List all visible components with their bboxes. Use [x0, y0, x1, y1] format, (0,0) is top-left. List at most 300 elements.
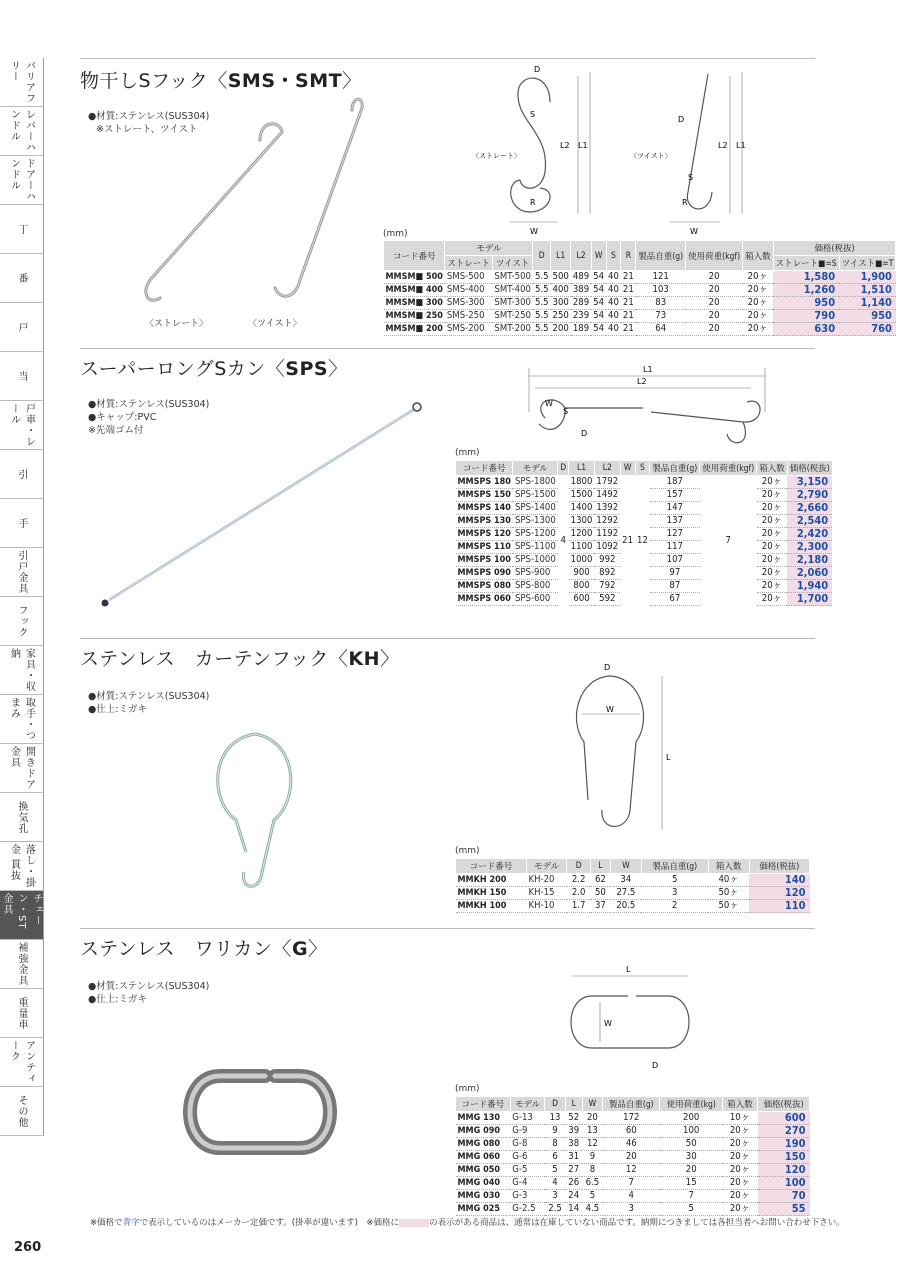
cell-D: 9 — [545, 1125, 565, 1138]
g-th-qty: 箱入数 — [722, 1097, 757, 1112]
cell-L1: 250 — [552, 310, 569, 321]
table-row — [384, 271, 896, 284]
cell-D: 5.5 — [534, 310, 549, 321]
cell-W: 20.5 — [610, 900, 641, 913]
cell-weight: 67 — [650, 593, 700, 606]
cell-W: 20 — [582, 1112, 602, 1125]
cell-model: SPS-1400 — [514, 502, 556, 513]
side-tab[interactable]: ドアーハンドル — [0, 156, 44, 205]
table-row — [384, 284, 896, 297]
sps-th-L2: L2 — [594, 461, 620, 476]
cell-load: 30 — [660, 1151, 723, 1164]
table-row — [384, 297, 896, 310]
cell-qty: 20ヶ — [757, 554, 788, 567]
cell-qty: 20ヶ — [757, 528, 788, 541]
sps-th-S: S — [635, 461, 650, 476]
cell-load: 7 — [660, 1190, 723, 1203]
cell-qty: 20ヶ — [757, 502, 788, 515]
cell-L2: 1192 — [596, 528, 619, 539]
kh-photo — [200, 722, 310, 902]
cell-W: 4.5 — [582, 1203, 602, 1216]
table-row — [456, 900, 810, 913]
sps-unit: (mm) — [455, 448, 480, 458]
g-th-L: L — [565, 1097, 582, 1112]
cell-price: 2,180 — [787, 554, 832, 567]
table-row — [456, 1151, 810, 1164]
cell-weight: 147 — [650, 502, 700, 515]
cell-weight: 103 — [636, 284, 686, 297]
cell-price: 140 — [749, 874, 809, 887]
cell-price-twist: 1,900 — [839, 271, 896, 284]
cell-L2: 1792 — [596, 476, 619, 487]
sps-th-weight: 製品自重(g) — [650, 461, 700, 476]
kh-th-code: コード番号 — [456, 859, 527, 874]
cell-qty: 20ヶ — [722, 1138, 757, 1151]
cell-D: 2.0 — [567, 887, 591, 900]
side-tab[interactable]: 重量車 — [0, 989, 44, 1038]
cell-W: 54 — [593, 297, 605, 308]
cell-L1: 400 — [552, 284, 569, 295]
cell-L2: 992 — [594, 554, 620, 567]
cell-code: MMSM■ 200 — [385, 324, 443, 334]
cell-load-shared: 7 — [725, 534, 731, 546]
kh-spec: ●材質:ステンレス(SUS304) ●仕上:ミガキ — [88, 691, 210, 715]
cell-L1: 200 — [552, 323, 569, 334]
sms-dim-twist-S: S — [688, 173, 694, 182]
cell-code: MMKH 100 — [456, 900, 527, 913]
sms-dim-W: W — [530, 227, 538, 236]
cell-D: 2.2 — [567, 874, 591, 887]
cell-L: 52 — [565, 1112, 582, 1125]
cell-model: KH-15 — [526, 887, 566, 900]
table-row — [456, 476, 833, 489]
g-th-model: モデル — [510, 1097, 545, 1112]
cell-qty: 50ヶ — [708, 887, 749, 900]
cell-code: MMSPS 110 — [457, 542, 511, 552]
cell-code: MMSM■ 400 — [385, 285, 443, 295]
cell-weight: 60 — [603, 1125, 660, 1138]
cell-qty: 20ヶ — [757, 489, 788, 502]
cell-D: 5.5 — [534, 297, 549, 308]
cell-qty: 20ヶ — [757, 593, 788, 606]
cell-qty: 20ヶ — [722, 1125, 757, 1138]
table-row — [456, 1190, 810, 1203]
cell-weight: 12 — [603, 1164, 660, 1177]
sms-dim-twist-label: 〈ツイスト〉 — [630, 152, 672, 160]
cell-price: 2,420 — [787, 528, 832, 541]
cell-qty: 20ヶ — [757, 580, 788, 593]
sms-th-price-s: ストレート■=S — [773, 256, 839, 271]
kh-table — [455, 858, 810, 913]
sps-title: スーパーロングSカン〈SPS〉 — [80, 358, 348, 380]
cell-model: G-4 — [510, 1177, 545, 1190]
side-tab[interactable]: チェーン・ST金具 — [0, 891, 44, 940]
sms-unit: (mm) — [383, 229, 408, 239]
cell-W: 9 — [582, 1151, 602, 1164]
cell-load: 20 — [686, 284, 743, 297]
cell-qty: 20ヶ — [757, 515, 788, 528]
side-tab[interactable]: 換気孔 — [0, 793, 44, 842]
sms-photo-label-straight: 〈ストレート〉 — [145, 319, 209, 329]
side-index — [0, 58, 44, 1136]
cell-qty: 20ヶ — [743, 284, 774, 297]
cell-code: MMSPS 130 — [457, 516, 511, 526]
cell-weight: 5 — [641, 874, 708, 887]
cell-price: 2,540 — [787, 515, 832, 528]
cell-L1: 1500 — [570, 489, 593, 500]
cell-code: MMKH 200 — [456, 874, 527, 887]
g-th-code: コード番号 — [456, 1097, 511, 1112]
cell-qty: 20ヶ — [722, 1177, 757, 1190]
sps-th-L1: L1 — [569, 461, 595, 476]
cell-L2: 189 — [572, 323, 590, 334]
cell-W: 6.5 — [582, 1177, 602, 1190]
cell-code: MMSPS 150 — [457, 490, 511, 500]
g-dim-W: W — [604, 1019, 612, 1028]
section-divider — [80, 348, 815, 349]
cell-L2: 592 — [594, 593, 620, 606]
cell-D: 4 — [545, 1177, 565, 1190]
cell-weight: 7 — [603, 1177, 660, 1190]
kh-unit: (mm) — [455, 846, 480, 856]
cell-code: MMSPS 100 — [457, 555, 511, 565]
side-tab[interactable]: 戸車・レール — [0, 401, 44, 450]
cell-code: MMG 025 — [456, 1203, 511, 1216]
cell-D-shared: 4 — [560, 534, 566, 546]
cell-D: 5.5 — [534, 323, 549, 334]
cell-L1: 600 — [569, 593, 595, 606]
side-tab[interactable]: アンティーク — [0, 1038, 44, 1087]
cell-weight: 3 — [641, 887, 708, 900]
cell-price: 1,940 — [787, 580, 832, 593]
cell-code: MMG 090 — [456, 1125, 511, 1138]
kh-dim-L: L — [666, 753, 671, 762]
cell-R: 21 — [622, 297, 634, 308]
cell-weight: 97 — [650, 567, 700, 580]
cell-code: MMSPS 140 — [457, 503, 511, 513]
sps-th-W: W — [620, 461, 635, 476]
cell-S-shared: 12 — [637, 534, 648, 546]
cell-L1: 900 — [569, 567, 595, 580]
cell-L2: 1092 — [596, 541, 619, 552]
cell-L: 37 — [590, 900, 610, 913]
side-tab[interactable]: 当 — [0, 352, 44, 401]
cell-model: SPS-1800 — [514, 476, 556, 487]
cell-price-straight: 790 — [773, 310, 839, 323]
cell-load: 20 — [686, 323, 743, 336]
cell-model-straight: SMS-300 — [445, 297, 493, 310]
sms-dim-straight-label: 〈ストレート〉 — [472, 152, 521, 160]
cell-W: 12 — [582, 1138, 602, 1151]
cell-model: SPS-1000 — [514, 554, 556, 565]
cell-model: KH-10 — [526, 900, 566, 913]
cell-W: 54 — [593, 310, 605, 321]
cell-W: 5 — [582, 1190, 602, 1203]
cell-L: 26 — [565, 1177, 582, 1190]
cell-W: 54 — [593, 271, 605, 282]
cell-weight: 46 — [603, 1138, 660, 1151]
kh-title: ステンレス カーテンフック〈KH〉 — [80, 648, 400, 670]
side-tab[interactable]: 家具・収納 — [0, 646, 44, 695]
cell-load: 100 — [660, 1125, 723, 1138]
cell-weight: 20 — [603, 1151, 660, 1164]
sms-dim-twist-R: R — [682, 198, 688, 207]
side-tab[interactable]: 開きドア金具 — [0, 744, 44, 793]
cell-D: 1.7 — [567, 900, 591, 913]
cell-L1: 500 — [552, 271, 569, 282]
table-row — [456, 1138, 810, 1151]
cell-W: 54 — [593, 284, 605, 295]
cell-L1: 1000 — [570, 554, 593, 565]
cell-code: MMSPS 060 — [457, 594, 511, 604]
sms-th-L1: L1 — [551, 241, 571, 271]
sms-dim-S: S — [530, 110, 536, 119]
g-dimension-drawing — [560, 962, 710, 1074]
cell-price: 270 — [758, 1125, 810, 1138]
cell-D: 3 — [545, 1190, 565, 1203]
cell-qty: 20ヶ — [743, 310, 774, 323]
side-tab[interactable]: 手 — [0, 499, 44, 548]
g-section — [80, 934, 815, 961]
sps-photo — [95, 398, 425, 613]
cell-L: 62 — [590, 874, 610, 887]
cell-S: 40 — [608, 310, 619, 321]
cell-weight: 117 — [650, 541, 700, 554]
cell-model: SPS-1500 — [514, 489, 556, 500]
sps-dim-S: S — [563, 407, 569, 416]
cell-weight: 121 — [636, 271, 686, 284]
cell-qty: 20ヶ — [757, 567, 788, 580]
sps-dim-D: D — [581, 429, 588, 438]
sms-th-D: D — [533, 241, 551, 271]
g-th-load: 使用荷重(kg) — [660, 1097, 723, 1112]
cell-price: 2,660 — [787, 502, 832, 515]
cell-D: 5.5 — [534, 284, 549, 295]
sms-th-L2: L2 — [571, 241, 591, 271]
cell-weight: 137 — [650, 515, 700, 528]
cell-W: 27.5 — [610, 887, 641, 900]
cell-model: SPS-900 — [513, 567, 558, 580]
table-row — [384, 310, 896, 323]
cell-load: 50 — [660, 1138, 723, 1151]
cell-qty: 20ヶ — [722, 1164, 757, 1177]
table-row — [456, 1125, 810, 1138]
cell-S: 40 — [608, 323, 619, 334]
sms-th-price-t: ツイスト■=T — [839, 256, 896, 271]
kh-th-weight: 製品自重(g) — [641, 859, 708, 874]
cell-price-twist: 1,140 — [839, 297, 896, 310]
cell-L: 14 — [565, 1203, 582, 1216]
cell-qty: 20ヶ — [743, 323, 774, 336]
cell-model: G-2.5 — [510, 1203, 545, 1216]
cell-qty: 20ヶ — [722, 1203, 757, 1216]
cell-L2: 892 — [594, 567, 620, 580]
cell-code: MMKH 150 — [456, 887, 527, 900]
cell-price: 100 — [758, 1177, 810, 1190]
section-divider — [80, 638, 815, 639]
cell-price: 2,790 — [787, 489, 832, 502]
cell-qty: 10ヶ — [722, 1112, 757, 1125]
cell-W: 54 — [593, 323, 605, 334]
cell-R: 21 — [622, 323, 634, 334]
sms-th-code: コード番号 — [384, 241, 445, 271]
kh-th-W: W — [610, 859, 641, 874]
sps-th-price: 価格(税抜) — [787, 461, 832, 476]
cell-code: MMSPS 120 — [457, 529, 511, 539]
cell-D: 5 — [545, 1164, 565, 1177]
cell-code: MMG 030 — [456, 1190, 511, 1203]
side-tab[interactable]: 引戸金具 — [0, 548, 44, 597]
cell-L2: 1492 — [596, 489, 619, 500]
cell-load: 20 — [686, 271, 743, 284]
table-row — [456, 887, 810, 900]
sms-dim-L1: L1 — [578, 141, 588, 150]
cell-model: SPS-1100 — [514, 541, 556, 552]
cell-L: 38 — [565, 1138, 582, 1151]
cell-L: 31 — [565, 1151, 582, 1164]
cell-L: 27 — [565, 1164, 582, 1177]
cell-model-straight: SMS-400 — [445, 284, 493, 297]
cell-model-twist: SMT-400 — [494, 284, 531, 295]
side-tab[interactable]: レバーハンドル — [0, 107, 44, 156]
cell-price-twist: 950 — [839, 310, 896, 323]
cell-D: 13 — [545, 1112, 565, 1125]
cell-model: G-3 — [510, 1190, 545, 1203]
cell-W: 13 — [582, 1125, 602, 1138]
cell-load: 20 — [686, 310, 743, 323]
cell-weight: 64 — [636, 323, 686, 336]
sps-th-D: D — [558, 461, 569, 476]
sms-title: 物干しSフック〈SMS・SMT〉 — [80, 70, 362, 92]
cell-weight: 4 — [603, 1190, 660, 1203]
section-divider — [80, 928, 815, 929]
cell-L1: 1200 — [570, 528, 593, 539]
sms-spec: ●材質:ステンレス(SUS304) ※ストレート、ツイスト — [88, 111, 210, 135]
cell-model-twist: SMT-300 — [494, 297, 531, 308]
cell-model: G-5 — [510, 1164, 545, 1177]
sms-dim-D: D — [534, 65, 541, 74]
sms-table — [383, 240, 896, 336]
cell-code: MMSPS 180 — [457, 477, 511, 487]
sms-th-twist: ツイスト — [492, 256, 533, 271]
cell-weight: 107 — [650, 554, 700, 567]
side-tab[interactable]: 番 — [0, 254, 44, 303]
sms-th-model: モデル — [445, 241, 533, 256]
kh-th-model: モデル — [526, 859, 566, 874]
kh-dim-W: W — [606, 705, 614, 714]
side-tab[interactable]: 取手・つまみ — [0, 695, 44, 744]
cell-weight: 87 — [650, 580, 700, 593]
cell-model: G-9 — [510, 1125, 545, 1138]
cell-model: SPS-600 — [513, 593, 558, 606]
kh-th-D: D — [567, 859, 591, 874]
cell-load: 20 — [686, 297, 743, 310]
sms-th-R: R — [621, 241, 636, 271]
cell-weight: 3 — [603, 1203, 660, 1216]
cell-model-straight: SMS-200 — [445, 323, 493, 336]
cell-R: 21 — [622, 284, 634, 295]
cell-price: 3,150 — [787, 476, 832, 489]
cell-price-twist: 760 — [839, 323, 896, 336]
cell-weight: 83 — [636, 297, 686, 310]
g-title: ステンレス ワリカン〈G〉 — [80, 938, 328, 960]
cell-code: MMSPS 090 — [457, 568, 511, 578]
side-tab[interactable]: その他 — [0, 1087, 44, 1136]
cell-code: MMSPS 080 — [457, 581, 511, 591]
sps-table — [455, 460, 833, 606]
sms-th-load: 使用荷重(kgf) — [686, 241, 743, 271]
side-tab[interactable]: フック — [0, 597, 44, 646]
cell-model: KH-20 — [526, 874, 566, 887]
sms-th-qty: 箱入数 — [743, 241, 774, 271]
cell-model: G-8 — [510, 1138, 545, 1151]
page-number: 260 — [14, 1240, 42, 1255]
sps-th-model: モデル — [513, 461, 558, 476]
cell-load: 5 — [660, 1203, 723, 1216]
table-row — [384, 323, 896, 336]
cell-price: 1,700 — [787, 593, 832, 606]
side-tab[interactable]: バリアフリー — [0, 58, 44, 107]
side-tab[interactable]: 補強金具 — [0, 940, 44, 989]
table-row — [456, 1203, 810, 1216]
cell-model: SPS-1200 — [514, 528, 556, 539]
cell-D: 5.5 — [534, 271, 549, 282]
cell-model-straight: SMS-250 — [445, 310, 493, 323]
cell-L1: 1100 — [570, 541, 593, 552]
cell-S: 40 — [608, 271, 619, 282]
cell-weight: 187 — [650, 476, 700, 489]
cell-qty: 50ヶ — [708, 900, 749, 913]
side-tab[interactable]: 引 — [0, 450, 44, 499]
cell-W: 34 — [610, 874, 641, 887]
sms-th-S: S — [606, 241, 621, 271]
kh-th-price: 価格(税抜) — [749, 859, 809, 874]
side-tab[interactable]: 丁 — [0, 205, 44, 254]
sps-dimension-drawing — [515, 362, 785, 450]
table-row — [456, 874, 810, 887]
side-tab[interactable]: 戸 — [0, 303, 44, 352]
table-row — [456, 1177, 810, 1190]
cell-code: MMSM■ 300 — [385, 298, 443, 308]
cell-W: 8 — [582, 1164, 602, 1177]
side-tab[interactable]: 落し・掛金 貫抜 — [0, 842, 44, 891]
sms-th-straight: ストレート — [445, 256, 493, 271]
cell-L: 24 — [565, 1190, 582, 1203]
cell-R: 21 — [622, 310, 634, 321]
cell-weight: 127 — [650, 528, 700, 541]
cell-L2: 489 — [572, 271, 590, 282]
cell-S: 40 — [608, 284, 619, 295]
cell-code: MMG 130 — [456, 1112, 511, 1125]
cell-L2: 289 — [572, 297, 590, 308]
cell-price: 120 — [749, 887, 809, 900]
cell-qty: 20ヶ — [722, 1151, 757, 1164]
cell-price: 2,060 — [787, 567, 832, 580]
cell-D: 8 — [545, 1138, 565, 1151]
sms-photo-label-twist: 〈ツイスト〉 — [248, 319, 302, 329]
cell-price-straight: 1,260 — [773, 284, 839, 297]
section-divider — [80, 58, 815, 59]
sps-dim-L2: L2 — [637, 377, 647, 386]
cell-D: 6 — [545, 1151, 565, 1164]
cell-W-shared: 21 — [622, 534, 634, 546]
cell-code: MMSM■ 250 — [385, 311, 443, 321]
kh-dim-D: D — [604, 663, 611, 672]
cell-price-twist: 1,510 — [839, 284, 896, 297]
cell-price: 150 — [758, 1151, 810, 1164]
cell-code: MMG 080 — [456, 1138, 511, 1151]
cell-S: 40 — [608, 297, 619, 308]
